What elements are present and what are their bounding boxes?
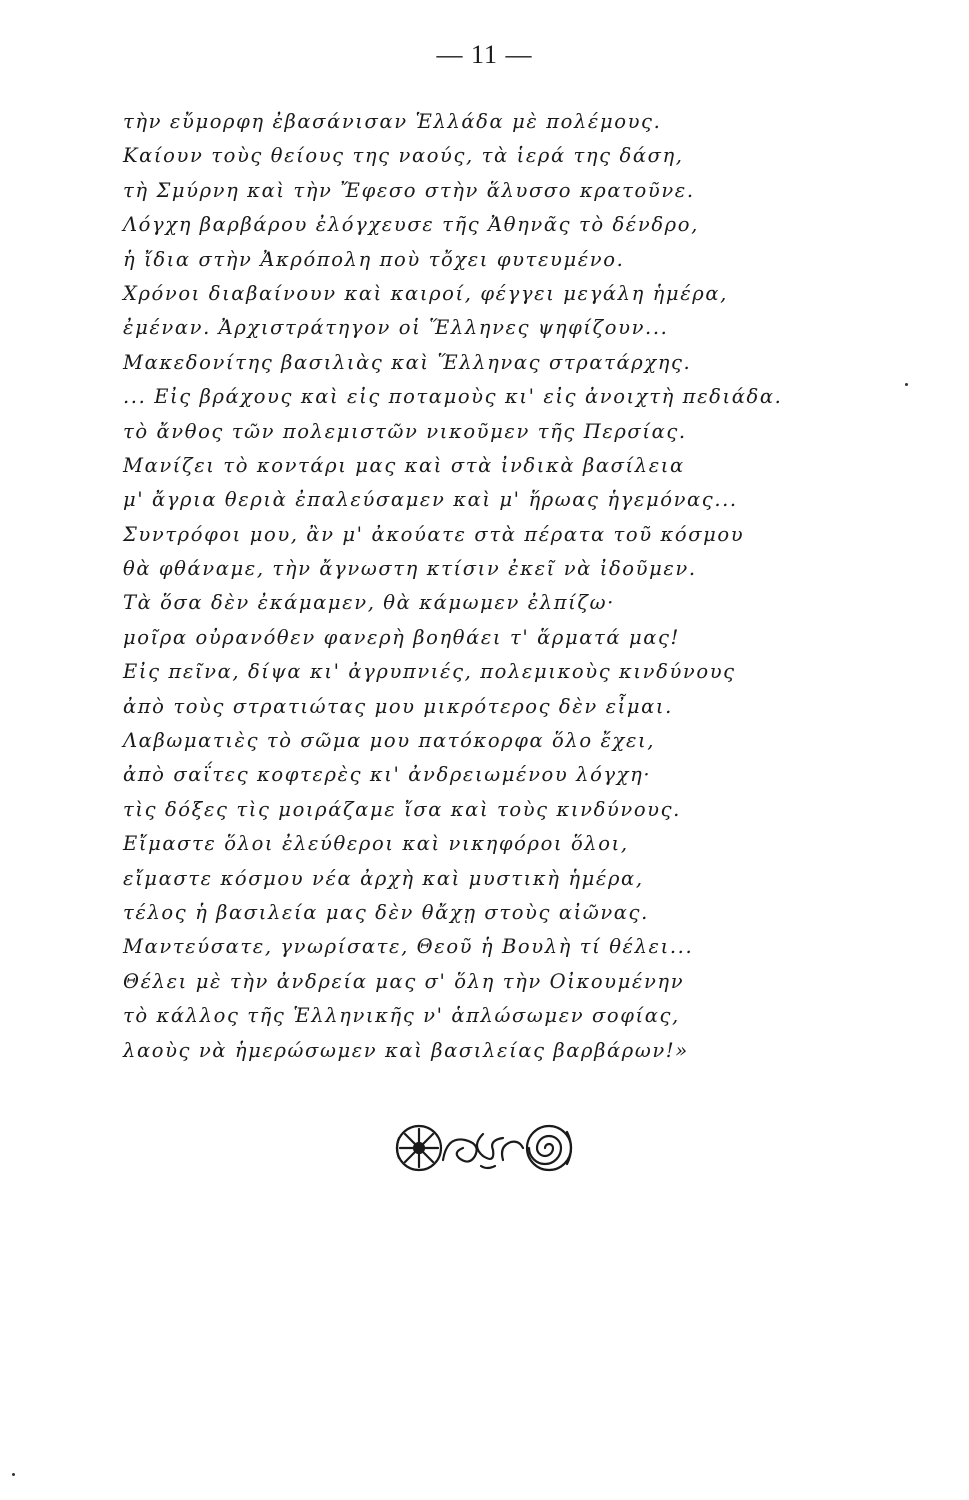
- fleuron-ornament-icon: [385, 1120, 581, 1176]
- poem-line: Χρόνοι διαβαίνουν καὶ καιροί, φέγγει μεγάλη ἡμέρα,: [123, 281, 728, 305]
- poem-line: Καίουν τοὺς θείους της ναούς, τὰ ἱερά της δάση,: [123, 144, 684, 168]
- page-speck: [905, 383, 908, 386]
- poem-line: Λαβωματιὲς τὸ σῶμα μου πατόκορφα ὅλο ἔχει,: [123, 729, 656, 753]
- poem-line: εἴμαστε κόσμου νέα ἀρχὴ καὶ μυστικὴ ἡμέρα,: [123, 866, 644, 890]
- poem-line: ἐμέναν. Ἀρχιστράτηγον οἱ Ἕλληνες ψηφίζουν...: [123, 316, 669, 340]
- poem-line: Εἰς πεῖνα, δίψα κι' ἀγρυπνιές, πολεμικοὺς κινδύνους: [123, 660, 736, 684]
- poem-line: Εἴμαστε ὅλοι ἐλεύθεροι καὶ νικηφόροι ὅλοι,: [123, 832, 629, 856]
- poem-line: τὸ ἄνθος τῶν πολεμιστῶν νικοῦμεν τῆς Περσίας.: [123, 419, 687, 443]
- poem-line: θὰ φθάναμε, τὴν ἄγνωστη κτίσιν ἐκεῖ νὰ ἰδοῦμεν.: [123, 557, 697, 581]
- poem-line: ... Εἰς βράχους καὶ εἰς ποταμοὺς κι' εἰς ἀνοιχτὴ πεδιάδα.: [123, 385, 783, 409]
- page-speck: [12, 1473, 15, 1476]
- poem-line: ἀπὸ τοὺς στρατιώτας μου μικρότερος δὲν εἶμαι.: [123, 694, 673, 718]
- poem-text: [123, 105, 823, 1068]
- poem-line: Μακεδονίτης βασιλιὰς καὶ Ἕλληνας στρατάρχης.: [123, 350, 692, 374]
- poem-line: Λόγχη βαρβάρου ἐλόγχευσε τῆς Ἀθηνᾶς τὸ δένδρο,: [123, 213, 699, 237]
- poem-line: λαοὺς νὰ ἡμερώσωμεν καὶ βασιλείας βαρβάρων!»: [123, 1038, 689, 1062]
- poem-line: τὴν εὔμορφη ἐβασάνισαν Ἑλλάδα μὲ πολέμους.: [123, 110, 662, 133]
- poem-line: Θέλει μὲ τὴν ἀνδρεία μας σ' ὅλη τὴν Οἰκουμένην: [123, 969, 685, 993]
- poem-line: τὸ κάλλος τῆς Ἑλληνικῆς ν' ἁπλώσωμεν σοφίας,: [123, 1004, 680, 1028]
- poem-line: τὶς δόξες τὶς μοιράζαμε ἴσα καὶ τοὺς κινδύνους.: [123, 797, 681, 821]
- poem-line: Μαντεύσατε, γνωρίσατε, Θεοῦ ἡ Βουλὴ τί θέλει...: [123, 935, 694, 959]
- poem-line: Μανίζει τὸ κοντάρι μας καὶ στὰ ἰνδικὰ βασίλεια: [123, 453, 685, 477]
- poem-line: Συντρόφοι μου, ἂν μ' ἀκούατε στὰ πέρατα τοῦ κόσμου: [123, 522, 745, 546]
- poem-line: μ' ἄγρια θεριὰ ἐπαλεύσαμεν καὶ μ' ἥρωας ἡγεμόνας...: [123, 488, 738, 512]
- poem-line: Τὰ ὅσα δὲν ἐκάμαμεν, θὰ κάμωμεν ἐλπίζω·: [123, 591, 615, 615]
- poem-line: ἡ ἴδια στὴν Ἀκρόπολη ποὺ τὄχει φυτευμένο.: [123, 247, 625, 271]
- poem-line: τὴ Σμύρνη καὶ τὴν Ἔφεσο στὴν ἅλυσσο κρατοῦνε.: [123, 178, 695, 202]
- poem-line: μοῖρα οὐρανόθεν φανερὴ βοηθάει τ' ἅρματά μας!: [123, 625, 680, 649]
- poem-line: ἀπὸ σαΐτες κοφτερὲς κι' ἀνδρειωμένου λόγχη·: [123, 763, 652, 787]
- poem-line: τέλος ἡ βασιλεία μας δὲν θἄχῃ στοὺς αἰῶνας.: [123, 900, 649, 924]
- page-number: — 11 —: [436, 40, 533, 69]
